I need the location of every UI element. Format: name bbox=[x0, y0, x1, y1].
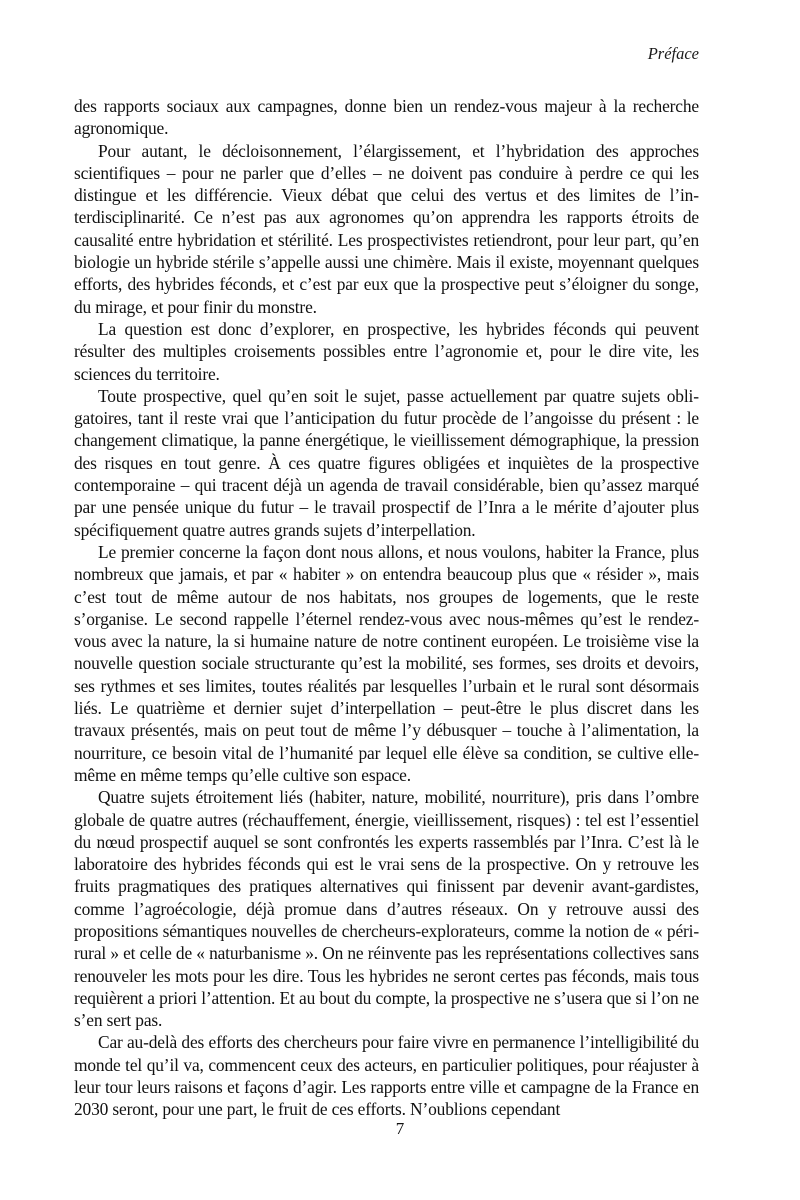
paragraph: Car au-delà des efforts des chercheurs pour faire vivre en permanence l’intelligibilité du monde tel qu’il va, commencent ceux des acteurs, en particulier politiques, pour réajuster à leur tour leurs raisons et façons d’agir. Les rapports entre ville et campagne de la France en 2030 seront, pour une part, le fruit de ces efforts. N’oublions cependant bbox=[74, 1032, 699, 1120]
paragraph: Pour autant, le décloisonnement, l’élargissement, et l’hybridation des approches scientifiques – pour ne parler que d’elles – ne doivent pas conduire à perdre ce qui les distingue et les différencie. Vieux débat que celui des vertus et des limites de l’interdisciplinarité. Ce n’est pas aux agronomes qu’on apprendra les rapports étroits de causalité entre hybridation et stérilité. Les prospectivistes retiendront, pour leur part, qu’en biologie un hybride stérile s’appelle aussi une chimère. Mais il existe, moyennant quelques efforts, des hybrides féconds, et c’est par eux que la prospective peut s’éloigner du songe, du mirage, et pour finir du monstre. bbox=[74, 140, 699, 317]
body-text bbox=[74, 95, 699, 1121]
paragraph: Quatre sujets étroitement liés (habiter, nature, mobilité, nourriture), pris dans l’ombre globale de quatre autres (réchauffement, énergie, vieillissement, risques) : tel est l’essentiel du nœud prospectif auquel se sont confrontés les experts rassemblés par l’Inra. C’est là le laboratoire des hybrides féconds qui est le vrai sens de la prospective. On y retrouve les fruits pragmatiques des pratiques alternatives qui finissent par devenir avant-gardistes, comme l’agroécologie, déjà promue dans d’autres réseaux. On y retrouve aussi des propositions sémantiques nouvelles de chercheurs-explorateurs, comme la notion de « péri-rural » et celle de « naturbanisme ». On ne réinvente pas les représentations collectives sans renouveler les mots pour les dire. Tous les hybrides ne seront certes pas féconds, mais tous requièrent a priori l’attention. Et au bout du compte, la prospective ne s’usera que si l’on ne s’en sert pas. bbox=[74, 787, 699, 1031]
page-number: 7 bbox=[395, 1119, 405, 1138]
paragraph: Toute prospective, quel qu’en soit le sujet, passe actuellement par quatre sujets obligatoires, tant il reste vrai que l’anticipation du futur procède de l’angoisse du présent : le changement climatique, la panne énergétique, le vieillissement démographique, la pression des risques en tout genre. À ces quatre figures obligées et inquiètes de la prospective contemporaine – qui tracent déjà un agenda de travail considérable, bien qu’assez marqué par une pensée unique du futur – le travail prospectif de l’Inra a le mérite d’ajouter plus spécifiquement quatre autres grands sujets d’interpellation. bbox=[74, 385, 699, 540]
running-head: Préface bbox=[647, 44, 699, 63]
paragraph: La question est donc d’explorer, en prospective, les hybrides féconds qui peuvent résulter des multiples croisements possibles entre l’agronomie et, pour le dire vite, les sciences du territoire. bbox=[74, 318, 699, 384]
paragraph: des rapports sociaux aux campagnes, donne bien un rendez-vous majeur à la recherche agronomique. bbox=[74, 96, 699, 139]
paragraph: Le premier concerne la façon dont nous allons, et nous voulons, habiter la France, plus nombreux que jamais, et par « habiter » on entendra beaucoup plus que « résider », mais c’est tout de même autour de nos habitats, nos groupes de logements, que le reste s’organise. Le second rappelle l’éternel rendez-vous avec nous-mêmes qu’est le rendez-vous avec la nature, la si humaine nature de notre continent européen. Le troisième vise la nouvelle question sociale structurante qu’est la mobilité, ses formes, ses droits et devoirs, ses rythmes et ses limites, toutes réalités par lesquelles l’urbain et le rural sont désormais liés. Le quatrième et dernier sujet d’interpellation – peut-être le plus discret dans les travaux présentés, mais on peut tout de même l’y débusquer – touche à l’alimentation, la nourriture, ce besoin vital de l’humanité par lequel elle élève sa condition, se cultive elle-même en même temps qu’elle cultive son espace. bbox=[74, 541, 699, 785]
